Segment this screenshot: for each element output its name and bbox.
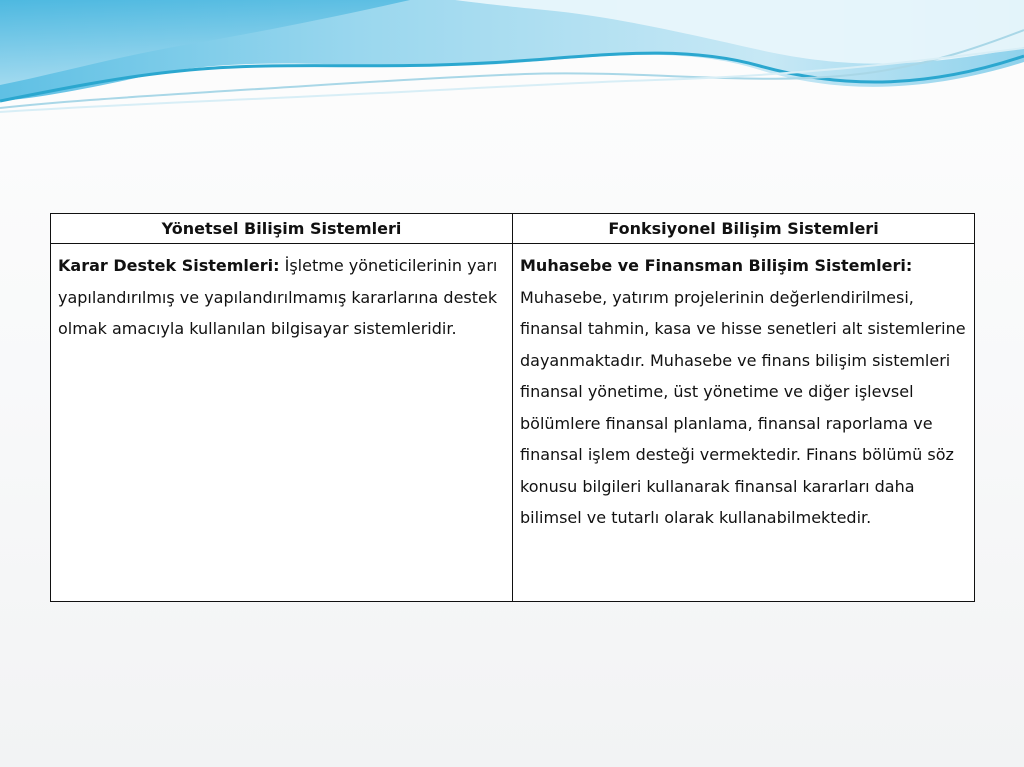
cell-lead-text: Muhasebe ve Finansman Bilişim Sistemleri: (520, 256, 913, 275)
header-fonksiyonel: Fonksiyonel Bilişim Sistemleri (513, 214, 975, 244)
table-row (51, 244, 975, 602)
cell-muhasebe-finansman (513, 244, 975, 602)
cell-body-text: Muhasebe, yatırım projelerinin değerlendirilmesi, finansal tahmin, kasa ve hisse senetleri alt sistemlerine dayanmaktadır. Muhasebe ve finans bilişim sistemleri finansal yönetime, üst yönetime ve diğer işlevsel bölümlere finansal planlama, finansal raporlama ve finansal işlem desteği vermektedir. Finans bölümü söz konusu bilgileri kullanarak finansal kararları daha bilimsel ve tutarlı olarak kullanabilmektedir. (520, 287, 966, 527)
cell-karar-destek (51, 244, 513, 602)
table-header-row (51, 214, 975, 244)
cell-body-text: İşletme yöneticilerinin yarı yapılandırılmış ve yapılandırılmamış kararlarına destek olmak amacıyla kullanılan bilgisayar sistemleridir. (58, 256, 498, 338)
cell-lead-text: Karar Destek Sistemleri: (58, 256, 280, 275)
decorative-wave-header (0, 0, 1024, 130)
comparison-table (50, 213, 975, 602)
header-yonetsel: Yönetsel Bilişim Sistemleri (51, 214, 513, 244)
